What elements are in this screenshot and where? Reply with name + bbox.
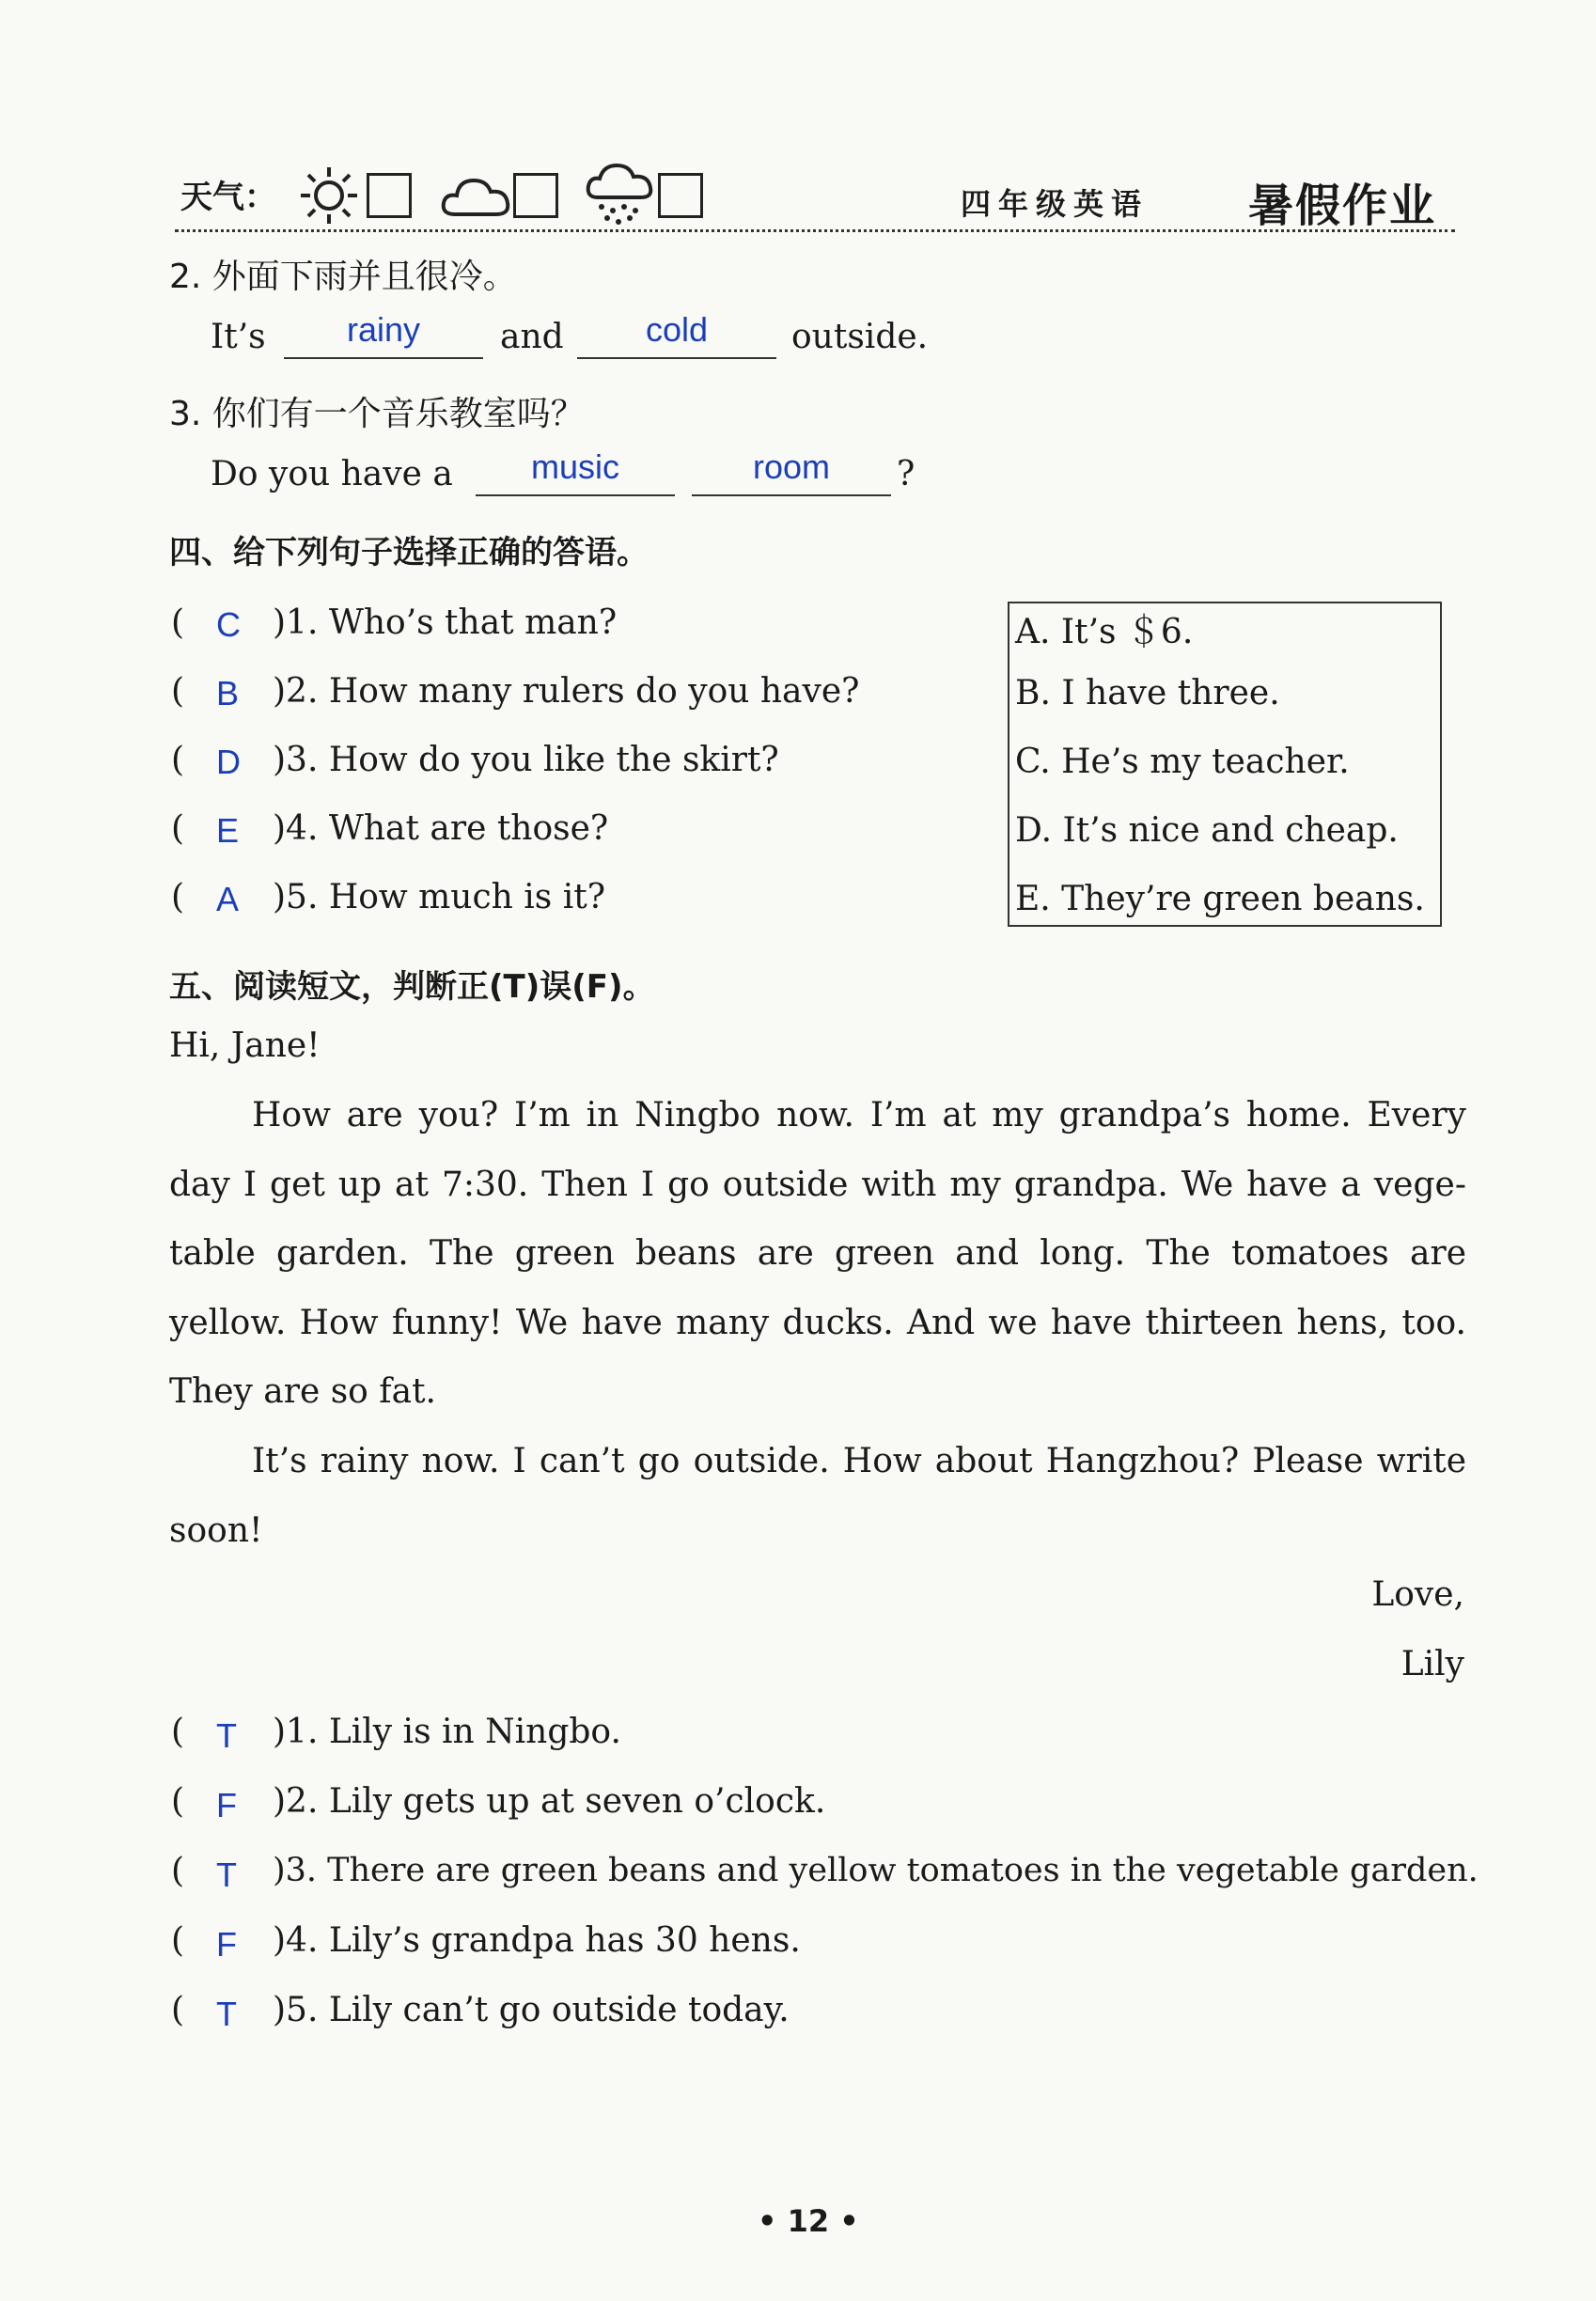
blank-3-prompt: 3. 你们有一个音乐教室吗？ bbox=[169, 395, 585, 433]
rain-cloud-icon bbox=[585, 162, 656, 227]
s3-answer[interactable]: T bbox=[216, 1855, 237, 1894]
q3-open-paren: ( bbox=[171, 741, 185, 779]
section-4-title: 四、给下列句子选择正确的答语。 bbox=[169, 534, 649, 571]
s1-text: )1. Lily is in Ningbo. bbox=[273, 1713, 621, 1751]
header-divider bbox=[175, 229, 1455, 232]
section-5-title: 五、阅读短文，判断正(T)误(F)。 bbox=[169, 968, 655, 1006]
letter-signature: Lily bbox=[1400, 1645, 1464, 1683]
s5-text: )5. Lily can’t go outside today. bbox=[273, 1991, 790, 2029]
blank-3-answer-2[interactable]: room bbox=[692, 453, 891, 496]
q3-answer[interactable]: D bbox=[216, 743, 241, 781]
blank-2-answer-1[interactable]: rainy bbox=[284, 316, 483, 359]
weather-label: 天气： bbox=[180, 179, 276, 216]
q4-open-paren: ( bbox=[171, 809, 185, 848]
blank-3-answer-1[interactable]: music bbox=[476, 453, 675, 496]
sunny-checkbox[interactable] bbox=[367, 173, 412, 218]
answer-options-box bbox=[1008, 602, 1442, 927]
s3-text: )3. There are green beans and yellow tomatoes in the vegetable garden. bbox=[273, 1852, 1479, 1889]
grade-subject: 四年级英语 bbox=[961, 186, 1150, 222]
cloudy-checkbox[interactable] bbox=[513, 173, 558, 218]
cloud-icon bbox=[440, 167, 515, 224]
q4-answer[interactable]: E bbox=[216, 811, 240, 850]
option-c: C. He’s my teacher. bbox=[1015, 743, 1350, 781]
option-e: E. They’re green beans. bbox=[1015, 880, 1425, 918]
q5-answer[interactable]: A bbox=[216, 880, 240, 918]
letter-paragraph-2: It’s rainy now. I can’t go outside. How about Hangzhou? Please write soon! bbox=[169, 1441, 1466, 1550]
s2-answer[interactable]: F bbox=[216, 1786, 237, 1824]
letter-closing: Love, bbox=[1371, 1575, 1464, 1614]
option-a: A. It’s ＄6. bbox=[1015, 613, 1194, 651]
blank-3-pre: Do you have a bbox=[211, 455, 453, 493]
q3-text: )3. How do you like the skirt? bbox=[273, 741, 779, 779]
s4-text: )4. Lily’s grandpa has 30 hens. bbox=[273, 1921, 801, 1960]
book-title: 暑假作业 bbox=[1248, 180, 1437, 232]
q4-text: )4. What are those? bbox=[273, 809, 609, 848]
q5-text: )5. How much is it? bbox=[273, 878, 605, 916]
q5-open-paren: ( bbox=[171, 878, 185, 916]
rainy-checkbox[interactable] bbox=[658, 173, 703, 218]
sun-icon bbox=[299, 165, 359, 226]
blank-3-post: ? bbox=[897, 455, 915, 493]
q2-answer[interactable]: B bbox=[216, 674, 240, 712]
blank-2-answer-2[interactable]: cold bbox=[577, 316, 776, 359]
s2-open-paren: ( bbox=[171, 1782, 185, 1821]
letter-paragraph-1: How are you? I’m in Ningbo now. I’m at my grandpa’s home. Every day I get up at 7:30. Then I go outside with my grandpa. We have a vege-table garden. The green beans are green and long. The tomatoes are yellow. How funny! We have many ducks. And we have thirteen hens, too. They are so fat. bbox=[169, 1096, 1466, 1412]
q1-text: )1. Who’s that man? bbox=[273, 603, 618, 642]
s2-text: )2. Lily gets up at seven o’clock. bbox=[273, 1782, 826, 1821]
page-number: • 12 • bbox=[758, 2203, 859, 2239]
blank-2-pre: It’s bbox=[211, 318, 266, 356]
blank-2-mid: and bbox=[500, 318, 564, 356]
blank-2-prompt: 2. 外面下雨并且很冷。 bbox=[169, 258, 517, 296]
option-d: D. It’s nice and cheap. bbox=[1015, 811, 1399, 850]
s4-open-paren: ( bbox=[171, 1921, 185, 1960]
s4-answer[interactable]: F bbox=[216, 1925, 237, 1964]
s5-open-paren: ( bbox=[171, 1991, 185, 2029]
q2-text: )2. How many rulers do you have? bbox=[273, 672, 860, 711]
s3-open-paren: ( bbox=[171, 1852, 185, 1890]
s1-open-paren: ( bbox=[171, 1713, 185, 1751]
letter-greeting: Hi, Jane! bbox=[169, 1026, 321, 1065]
letter-body bbox=[169, 1081, 1466, 1565]
option-b: B. I have three. bbox=[1015, 674, 1280, 712]
s1-answer[interactable]: T bbox=[216, 1716, 237, 1755]
blank-2-post: outside. bbox=[791, 318, 929, 356]
q1-open-paren: ( bbox=[171, 603, 185, 642]
q2-open-paren: ( bbox=[171, 672, 185, 711]
q1-answer[interactable]: C bbox=[216, 605, 241, 644]
s5-answer[interactable]: T bbox=[216, 1995, 237, 2033]
